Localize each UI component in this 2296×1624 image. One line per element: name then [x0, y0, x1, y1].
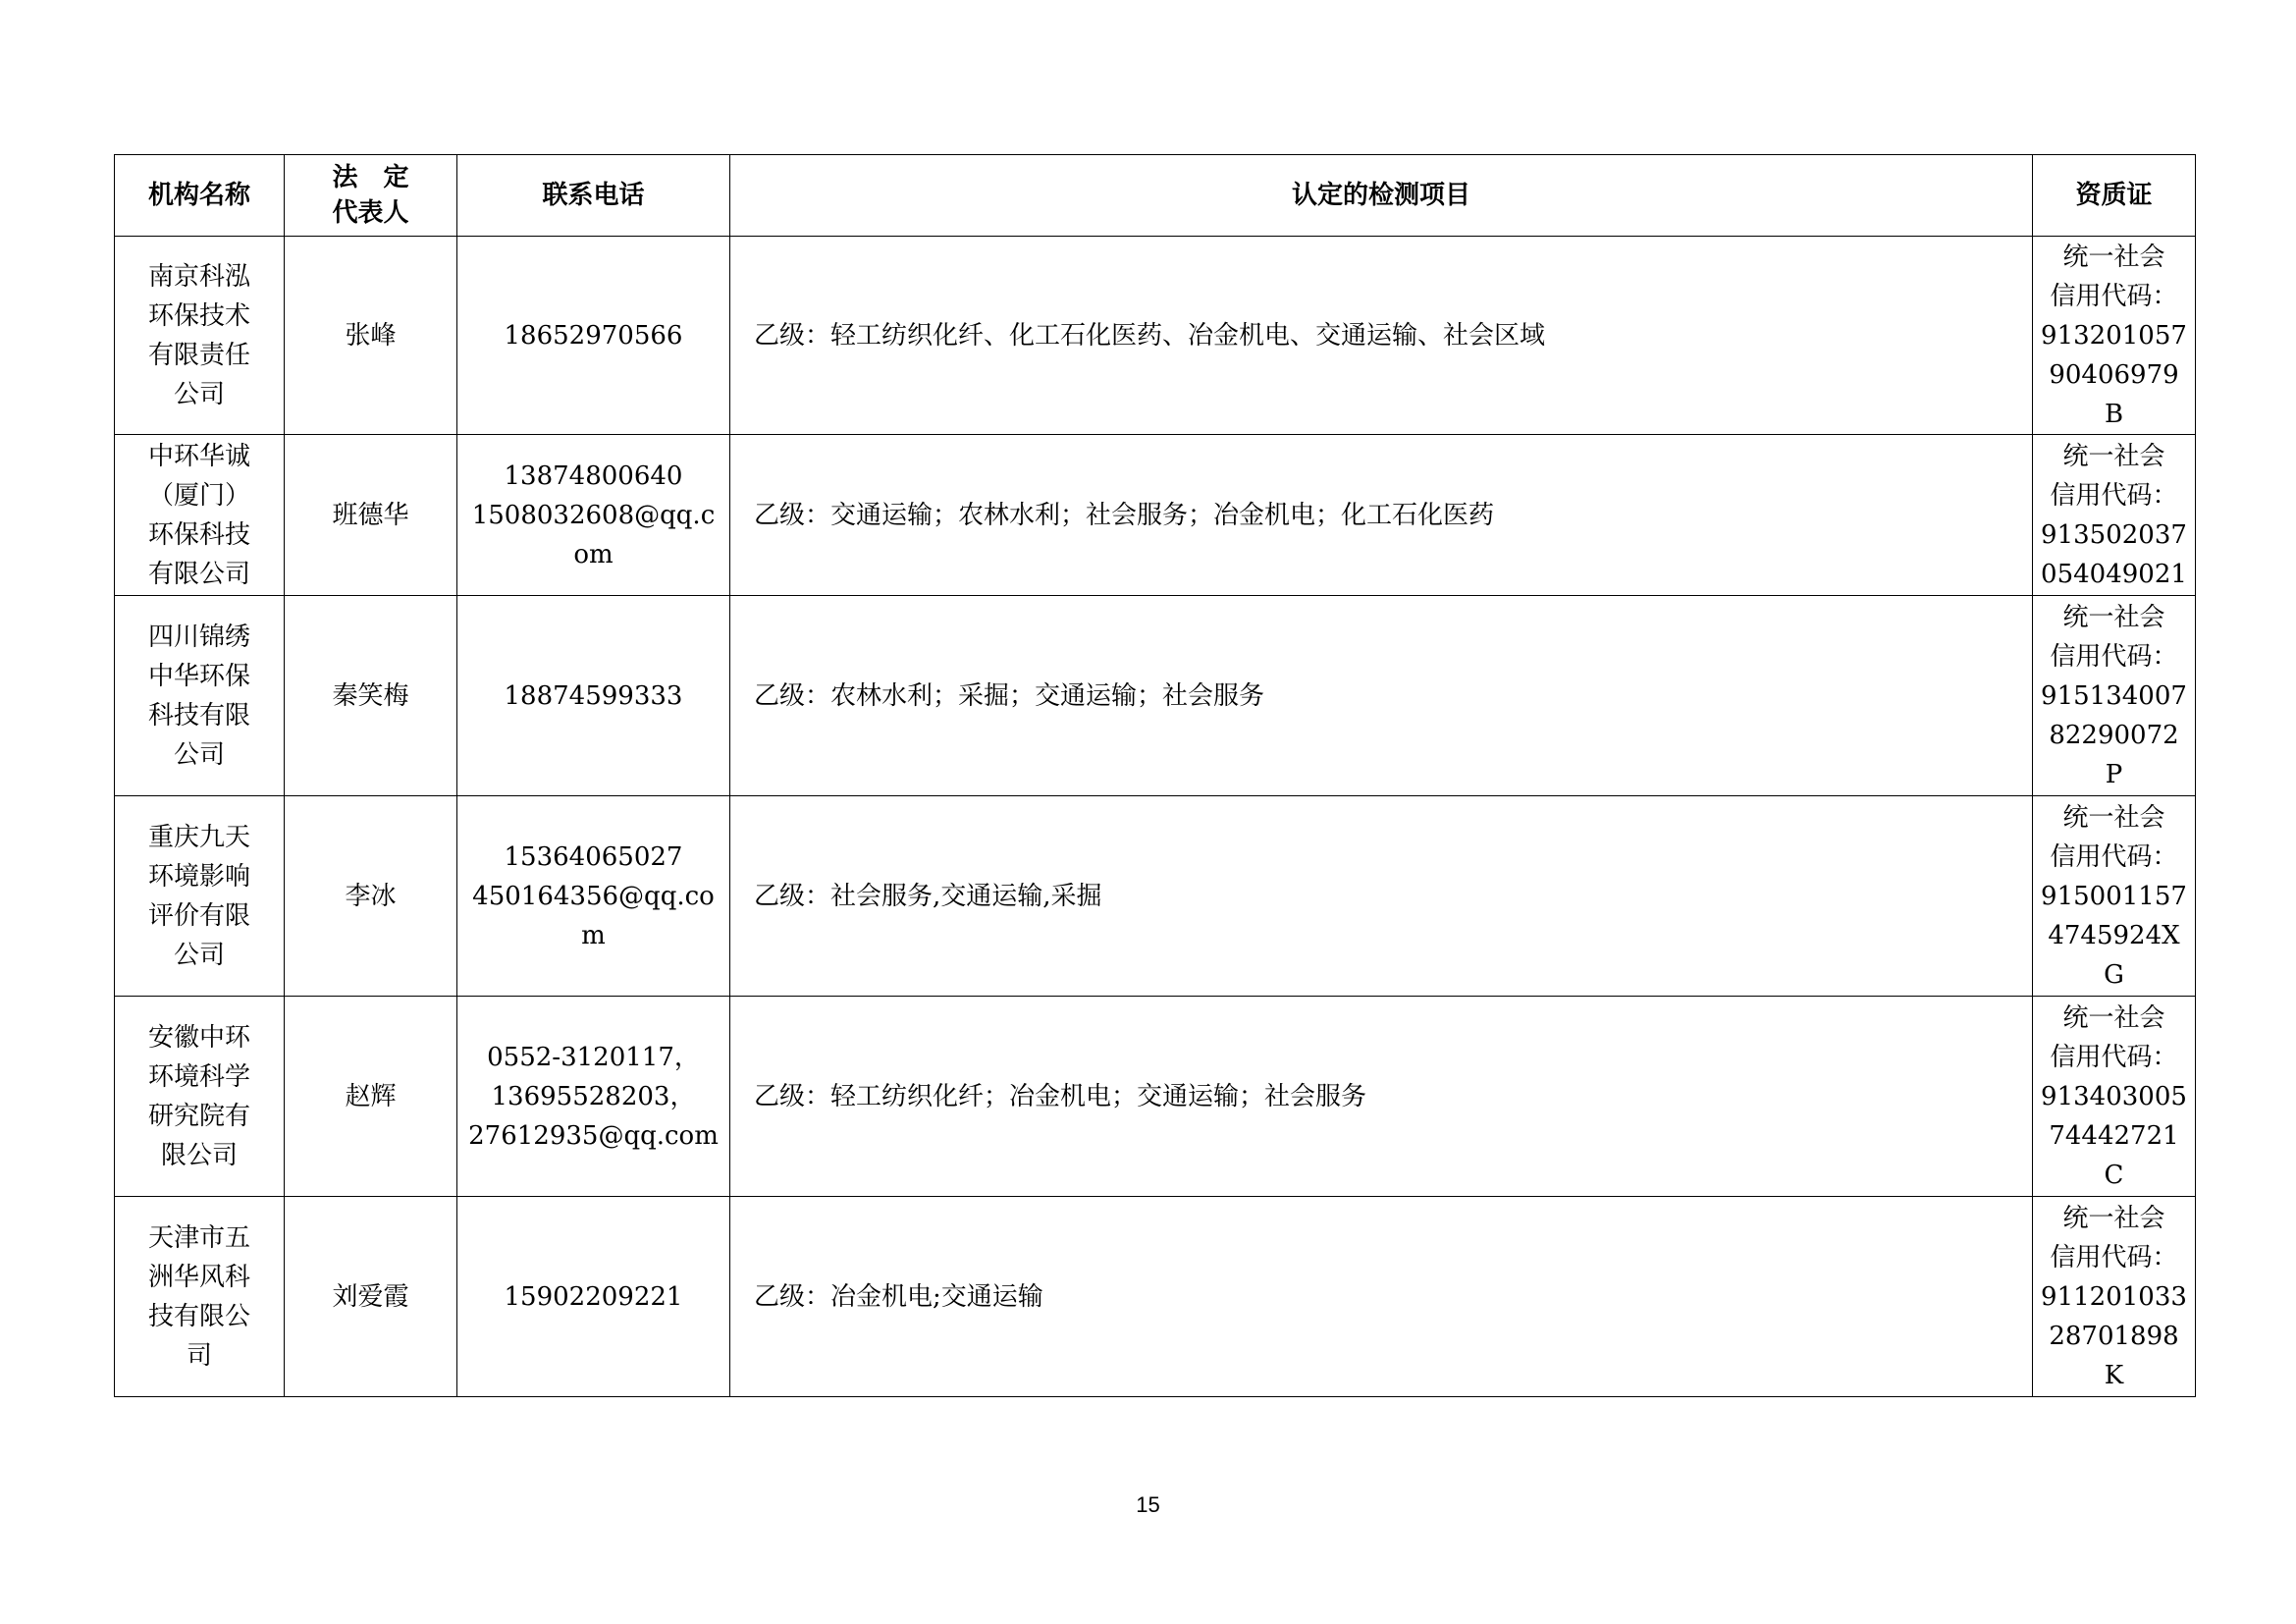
org-name-cell-line: 环境影响 [147, 861, 250, 892]
legal-rep-cell: 刘爱霞 [285, 1197, 457, 1397]
phone-cell-line: m [581, 920, 606, 950]
phone-cell-line: om [573, 539, 614, 569]
org-name-cell-line: 南京科泓 [147, 261, 250, 292]
certificate-cell-line: 信用代码： [2050, 1042, 2178, 1072]
table-header [115, 155, 2196, 237]
test-items-cell: 乙级：农林水利；采掘；交通运输；社会服务 [730, 596, 2033, 796]
test-items-cell: 乙级：冶金机电;交通运输 [730, 1197, 2033, 1397]
phone-cell-line: 13874800640 [504, 460, 683, 491]
legal-rep-cell: 李冰 [285, 796, 457, 997]
org-name-cell-line: 环保科技 [147, 519, 250, 550]
header-org-name: 机构名称 [115, 155, 285, 237]
org-name-cell [115, 1197, 285, 1397]
certificate-cell [2033, 997, 2196, 1197]
certificate-cell-line: 信用代码： [2050, 281, 2178, 311]
test-items-cell: 乙级：社会服务,交通运输,采掘 [730, 796, 2033, 997]
org-name-cell-line: （厦门） [147, 480, 250, 511]
phone-cell [457, 796, 730, 997]
registry-table [114, 154, 2196, 1397]
org-name-cell-line: 科技有限 [147, 700, 250, 731]
certificate-cell-line: 信用代码： [2050, 480, 2178, 511]
legal-rep-cell: 张峰 [285, 237, 457, 435]
certificate-cell [2033, 596, 2196, 796]
certificate-cell-line: 913201057 [2041, 320, 2187, 351]
test-items-cell: 乙级：轻工纺织化纤、化工石化医药、冶金机电、交通运输、社会区域 [730, 237, 2033, 435]
certificate-cell-line: 信用代码： [2050, 641, 2178, 672]
certificate-cell-line: 915134007 [2041, 680, 2187, 711]
certificate-cell-line: 信用代码： [2050, 1242, 2178, 1272]
phone-cell-line: 27612935@qq.com [468, 1120, 719, 1151]
certificate-cell-line: 信用代码： [2050, 841, 2178, 872]
certificate-cell-line: 82290072 [2049, 720, 2179, 750]
page-number: 15 [1136, 1492, 1160, 1517]
phone-cell-line: 18652970566 [504, 320, 683, 351]
certificate-cell [2033, 237, 2196, 435]
header-phone: 联系电话 [457, 155, 730, 237]
org-name-cell-line: 公司 [173, 379, 225, 409]
header-certificate: 资质证 [2033, 155, 2196, 237]
certificate-cell [2033, 1197, 2196, 1397]
org-name-cell [115, 596, 285, 796]
org-name-cell-line: 评价有限 [147, 900, 250, 931]
certificate-cell-line: 统一社会 [2062, 802, 2165, 833]
phone-cell [457, 237, 730, 435]
org-name-cell-line: 公司 [173, 739, 225, 770]
org-name-cell-line: 研究院有 [147, 1101, 250, 1131]
certificate-cell-line: P [2105, 759, 2123, 789]
table-row [115, 435, 2196, 596]
header-legal-rep [285, 155, 457, 237]
certificate-cell-line: G [2104, 959, 2124, 990]
table-row [115, 1197, 2196, 1397]
certificate-cell-line: 统一社会 [2062, 242, 2165, 272]
table-row [115, 237, 2196, 435]
legal-rep-cell: 赵辉 [285, 997, 457, 1197]
org-name-cell-line: 安徽中环 [147, 1022, 250, 1053]
org-name-cell-line: 洲华风科 [147, 1262, 250, 1292]
certificate-cell-line: 74442721 [2049, 1120, 2179, 1151]
org-name-cell-line: 中环华诚 [147, 441, 250, 471]
certificate-cell [2033, 435, 2196, 596]
legal-rep-cell: 班德华 [285, 435, 457, 596]
phone-cell-line: 15364065027 [504, 841, 683, 872]
phone-cell [457, 435, 730, 596]
org-name-cell [115, 435, 285, 596]
certificate-cell-line: 90406979 [2049, 359, 2179, 390]
org-name-cell-line: 中华环保 [147, 661, 250, 691]
certificate-cell-line: 统一社会 [2062, 441, 2165, 471]
certificate-cell-line: 913502037 [2041, 519, 2187, 550]
certificate-cell-line: 915001157 [2041, 881, 2187, 911]
phone-cell-line: 0552-3120117， [487, 1042, 700, 1072]
phone-cell-line: 1508032608@qq.c [471, 500, 716, 530]
phone-cell-line: 15902209221 [504, 1281, 683, 1312]
table-body [115, 237, 2196, 1397]
table-row [115, 997, 2196, 1197]
org-name-cell-line: 有限公司 [147, 559, 250, 589]
certificate-cell-line: B [2104, 399, 2124, 429]
phone-cell-line: 13695528203， [491, 1081, 696, 1111]
table-row [115, 596, 2196, 796]
certificate-cell-line: 913403005 [2041, 1081, 2187, 1111]
phone-cell [457, 1197, 730, 1397]
certificate-cell-line: 911201033 [2041, 1281, 2187, 1312]
certificate-cell-line: K [2104, 1360, 2124, 1390]
table-row [115, 796, 2196, 997]
phone-cell [457, 596, 730, 796]
org-name-cell-line: 环境科学 [147, 1061, 250, 1092]
org-name-cell-line: 四川锦绣 [147, 622, 250, 652]
org-name-cell-line: 环保技术 [147, 300, 250, 331]
header-legal-rep-line2: 代表人 [332, 198, 409, 228]
certificate-cell-line: 054049021 [2041, 559, 2187, 589]
phone-cell [457, 997, 730, 1197]
certificate-cell-line: 4745924X [2048, 920, 2180, 950]
certificate-cell-line: C [2104, 1160, 2124, 1190]
org-name-cell [115, 997, 285, 1197]
org-name-cell-line: 技有限公 [147, 1301, 250, 1331]
org-name-cell-line: 司 [186, 1340, 212, 1371]
header-legal-rep-line1: 法 定 [332, 163, 409, 192]
header-row [115, 155, 2196, 237]
phone-cell-line: 18874599333 [504, 680, 683, 711]
certificate-cell-line: 28701898 [2049, 1321, 2179, 1351]
header-test-items: 认定的检测项目 [730, 155, 2033, 237]
org-name-cell-line: 天津市五 [147, 1222, 250, 1253]
certificate-cell-line: 统一社会 [2062, 1203, 2165, 1233]
org-name-cell [115, 796, 285, 997]
legal-rep-cell: 秦笑梅 [285, 596, 457, 796]
org-name-cell-line: 公司 [173, 940, 225, 970]
certificate-cell-line: 统一社会 [2062, 602, 2165, 632]
certificate-cell [2033, 796, 2196, 997]
test-items-cell: 乙级：交通运输；农林水利；社会服务；冶金机电；化工石化医药 [730, 435, 2033, 596]
certificate-cell-line: 统一社会 [2062, 1002, 2165, 1033]
org-name-cell-line: 重庆九天 [147, 822, 250, 852]
phone-cell-line: 450164356@qq.co [472, 881, 715, 911]
test-items-cell: 乙级：轻工纺织化纤；冶金机电；交通运输；社会服务 [730, 997, 2033, 1197]
org-name-cell-line: 有限责任 [147, 340, 250, 370]
org-name-cell-line: 限公司 [160, 1140, 238, 1170]
org-name-cell [115, 237, 285, 435]
